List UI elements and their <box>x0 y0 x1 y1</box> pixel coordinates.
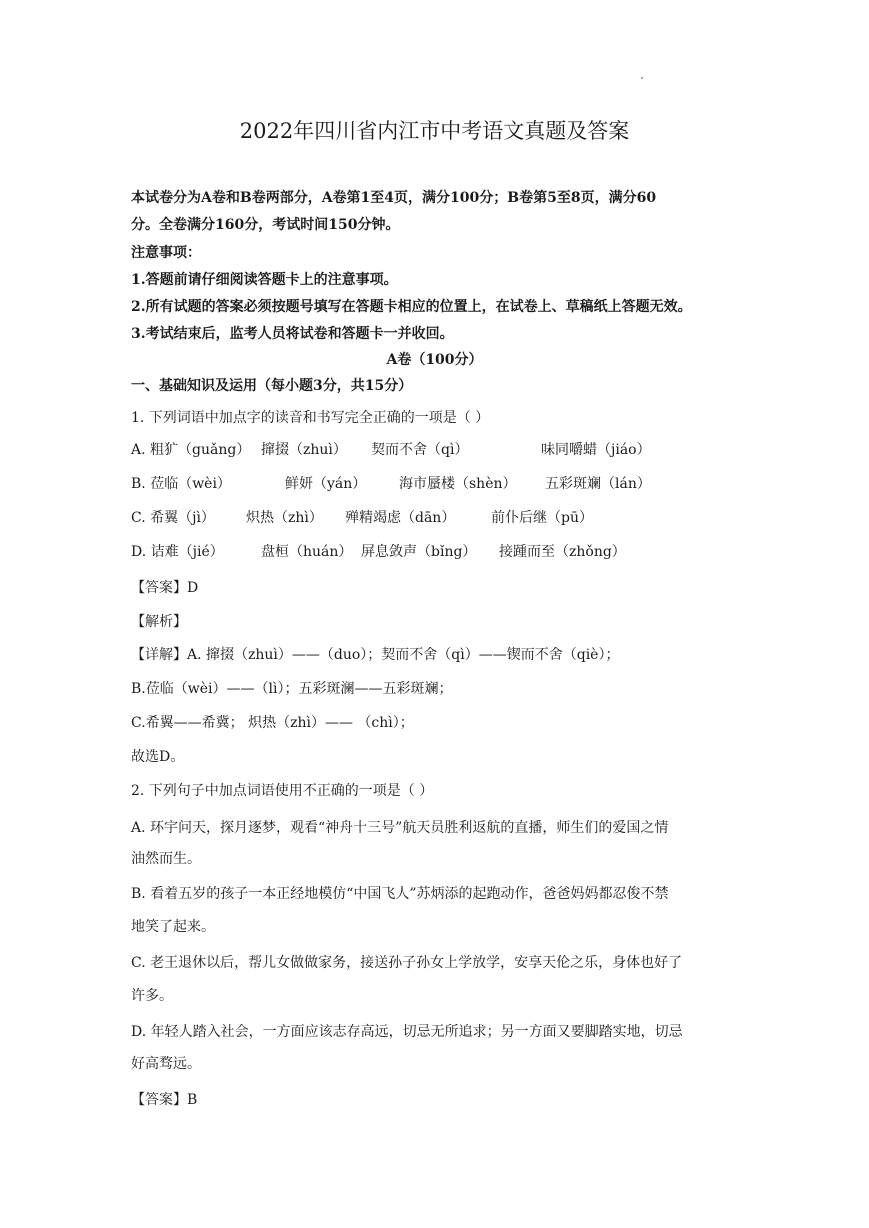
q1-detail-2: B.莅临（wèi）——（lì）；五彩斑澜——五彩斑斓； <box>131 681 453 697</box>
q1-option-a <box>131 440 651 460</box>
q2-option-c-line-1: C. 老王退休以后，帮儿女做做家务，接送孙子孙女上学放学，安享天伦之乐，身体也好了 <box>131 955 683 971</box>
option-term: 契而不舍（qì） <box>371 442 469 458</box>
intro-line-1: 本试卷分为A卷和B卷两部分，A卷第1至4页，满分100分；B卷第5至8页，满分60 <box>131 190 657 206</box>
q2-option-d-line-1: D. 年轻人踏入社会，一方面应该志存高远，切忌无所追求；另一方面又要脚踏实地，切忌 <box>131 1024 683 1040</box>
notice-item-1: 1.答题前请仔细阅读答题卡上的注意事项。 <box>131 272 398 288</box>
option-term: 前仆后继（pū） <box>491 510 593 526</box>
option-term: 炽热（zhì） <box>246 510 323 526</box>
option-term: 盘桓（huán） <box>261 544 353 560</box>
option-term: B. 莅临（wèi） <box>131 476 231 492</box>
q1-analysis-heading: 【解析】 <box>131 614 187 630</box>
intro-line-2: 分。全卷满分160分，考试时间150分钟。 <box>131 217 400 233</box>
q2-answer: 【答案】B <box>131 1092 198 1108</box>
notice-item-2: 2.所有试题的答案必须按题号填写在答题卡相应的位置上，在试卷上、草稿纸上答题无效。 <box>131 299 692 315</box>
q2-option-a-line-2: 油然而生。 <box>131 851 201 867</box>
q2-stem: 2. 下列句子中加点词语使用不正确的一项是（ ） <box>131 783 434 799</box>
option-term: 屏息敛声（bǐng） <box>361 544 477 560</box>
q2-option-d-line-2: 好高骛远。 <box>131 1056 201 1072</box>
q2-option-a-line-1: A. 环宇问天，探月逐梦，观看“神舟十三号”航天员胜利返航的直播，师生们的爱国之情 <box>131 820 669 836</box>
section-a-heading: A卷（100分） <box>386 352 483 368</box>
option-term: 味同嚼蜡（jiáo） <box>541 442 651 458</box>
q1-detail-3: C.希翼——希冀； 炽热（zhì）—— （chì）； <box>131 715 414 731</box>
option-term: 接踵而至（zhǒng） <box>499 544 626 560</box>
option-term: 鲜妍（yán） <box>285 476 367 492</box>
page-title: 2022年四川省内江市中考语文真题及答案 <box>239 119 630 143</box>
q1-conclusion: 故选D。 <box>131 749 185 765</box>
q1-answer: 【答案】D <box>131 580 199 596</box>
option-term: C. 希翼（jì） <box>131 510 215 526</box>
part-1-heading: 一、基础知识及运用（每小题3分，共15分） <box>131 378 413 394</box>
q2-option-b-line-1: B. 看着五岁的孩子一本正经地模仿“中国飞人”苏炳添的起跑动作，爸爸妈妈都忍俊不禁 <box>131 886 669 902</box>
option-term: 殚精竭虑（dān） <box>345 510 456 526</box>
option-term: 撺掇（zhuì） <box>261 442 347 458</box>
notice-item-3: 3.考试结束后，监考人员将试卷和答题卡一并收回。 <box>131 326 454 342</box>
q2-option-b-line-2: 地笑了起来。 <box>131 919 215 935</box>
notice-heading: 注意事项： <box>131 245 201 261</box>
q1-option-b <box>131 474 651 494</box>
option-term: A. 粗犷（guǎng） <box>131 442 251 458</box>
option-term: 五彩斑斓（lán） <box>545 476 651 492</box>
q1-detail-1: 【详解】A. 撺掇（zhuì）——（duo）；契而不舍（qì）——锲而不舍（qiè）； <box>131 647 620 663</box>
option-term: D. 诘难（jié） <box>131 544 224 560</box>
q1-option-c <box>131 508 593 528</box>
option-term: 海市蜃楼（shèn） <box>399 476 517 492</box>
q2-option-c-line-2: 许多。 <box>131 988 173 1004</box>
page-mark <box>641 77 643 79</box>
q1-option-d <box>131 542 626 562</box>
q1-stem: 1. 下列词语中加点字的读音和书写完全正确的一项是（ ） <box>131 410 490 426</box>
